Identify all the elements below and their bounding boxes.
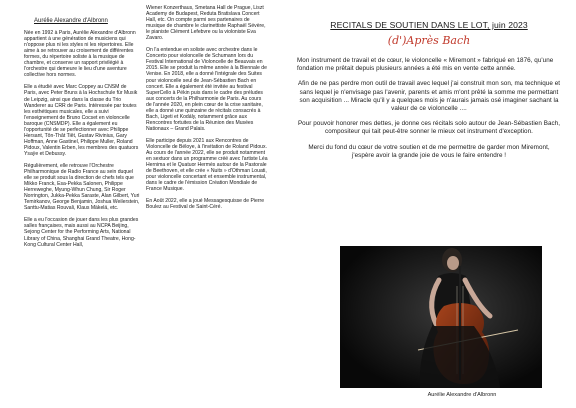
bio-paragraph: Née en 1992 à Paris, Aurélie Alexandre d'Albronn appartient à une génération de musiciens qui n'oppose plus ni les styles ni les répertoires. Elle aime à se retrouver au croisement de différentes formes, du répertoire soliste à la musique de chambre, et conserve un rapport privilégié à l'orchestre qui demeure le lieu d'une aventure collective hors normes.: [24, 30, 136, 79]
appeal-paragraph: Merci du fond du cœur de votre soutien et de me permettre de garder mon Miremont, j'espère avoir la grande joie de vous le faire entendre !: [308, 143, 550, 159]
bio-paragraph: On l'a entendue en soliste avec orchestre dans le Concerto pour violoncelle de Schumann lors du Festival International de Violoncelle de Beauvais en 2015. Elle se produit la même année à la Biennale de Venise. En 2018, elle a donné l'intégrale des Suites pour violoncelle seul de Jean-Sébastien Bach en concert. Elle a également été invitée au festival SuperCello à Pékin puis dans le cadre des préludes aux concerts de la Philharmonie de Paris. Au cours de l'année 2020, en plein cœur de la crise sanitaire, elle a donné une quinzaine de récitals consacrés à Bach, Ligeti et Kodály, notamment grâce aux Rencontres fortuites de la Réunion des Musées Nationaux – Grand Palais.: [146, 47, 267, 132]
bio-paragraph: Régulièrement, elle retrouve l'Orchestre Philharmonique de Radio France au sein duquel elle se produit sous la direction de chefs tels que Mikko Franck, Esa-Pekka Salonen, Philippe Herreweghe, Myung-Whun Chung, Sir Roger Norrington, Jukka-Pekka Saraste, Alan Gilbert, Yuri Temirkanov, George Benjamin, Joshua Weilerstein, Santtu-Matias Rouvali, Klaus Mäkelä, etc.: [24, 162, 140, 212]
appeal-paragraph: Mon instrument de travail et de cœur, le violoncelle « Miremont » fabriqué en 1876, qu'une fondation me prêtait depuis plusieurs années a été mis en vente cette année.: [297, 57, 554, 73]
middle-column: [146, 5, 268, 216]
right-column: [297, 20, 561, 167]
bio-paragraph: Elle participe depuis 2021 aux Rencontres de Violoncelle de Béloye, à l'invitation de Roland Pidoux. Au cours de l'année 2022, elle se produit notamment en sextuor dans un programme créé avec l'artiste Léa Hernima et le Quatuor Hermès autour de la Pastorale de Beethoven, et elle crée « Nuits » d'Othman Louati, pour violoncelle concertant et ensemble instrumental, dans le cadre de l'émission Création Mondiale de France Musique.: [146, 137, 268, 193]
appeal-paragraph: Pour pouvoir honorer mes dettes, je donne ces récitals solo autour de Jean-Sébastien Bach, compositeur qui tait peut-être sonner le mieux cet instrument d'exception.: [297, 120, 561, 136]
cellist-photo: [340, 246, 542, 388]
program-subtitle: (d')Après Bach: [387, 34, 471, 47]
left-column: [24, 18, 140, 254]
cellist-photo-illustration: [340, 246, 542, 388]
bio-paragraph: Wiener Konzerthaus, Smetana Hall de Prague, Liszt Academy de Budapest, Reduta Bratislava Concert Hall, etc. On compte parmi ses partenaires de musique de chambre le clarinettiste Raphaël Sévère, le pianiste Clément Lefebvre ou la violoniste Eva Zavaro.: [146, 5, 266, 42]
photo-caption: Aurélie Alexandre d'Albronn: [427, 392, 497, 398]
recital-heading: RECITALS DE SOUTIEN DANS LE LOT, juin 2023: [330, 20, 528, 30]
artist-name-title: Aurélie Alexandre d'Albronn: [34, 18, 108, 24]
bio-paragraph: Elle a eu l'occasion de jouer dans les plus grandes salles françaises, mais aussi au NCPA Beijing, Sejong Center for the Performing Arts, National Library of China, Shanghai Grand Theatre, Hong-Kong Cultural Center Hall,: [24, 217, 139, 248]
appeal-paragraph: Afin de ne pas perdre mon outil de travail avec lequel j'ai construit mon son, ma technique et sans lequel je n'envisage pas l'avenir, parents et amis m'ont prêté la somme me permettant son acquisition ... Miracle qu'il y a quelques mois je n'aurais jamais osé imaginer sachant la valeur de ce violoncelle ....: [297, 80, 561, 113]
bio-paragraph: Elle a étudié avec Marc Coppey au CNSM de Paris, avec Peter Bruns à la Hochschule für Musik de Leipzig, ainsi que dans la classe du Trio Wanderer au CRR de Paris. Intéressée par toutes les esthétiques musicales, elle a suivi l'enseignement de Bruno Cocset en violoncelle baroque (CNSMDP). Elle a également eu l'opportunité de se perfectionner avec Philippe Hersant, Tôn-Thât Tiêt, Gustav Rivinius, Gary Hoffman, Anne Gastinel, Philippe Muller, Roland Pidoux, Valentin Erben, les membres des quatuors Ysaÿe et Debussy.: [24, 84, 139, 157]
bio-paragraph: En Août 2022, elle a joué Messagesquisse de Pierre Boulez au Festival de Saint-Céré.: [146, 198, 265, 211]
